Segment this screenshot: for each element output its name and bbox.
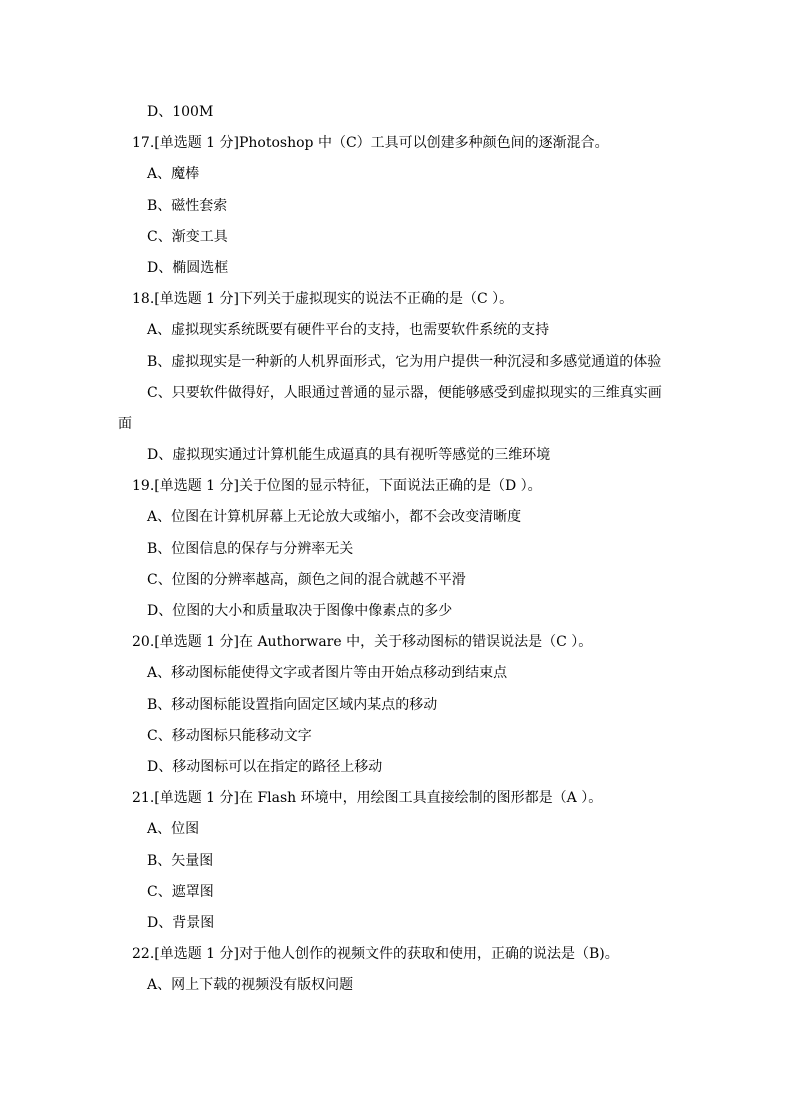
option-text: D、背景图 <box>147 914 215 931</box>
option-text: B、移动图标能设置指向固定区域内某点的移动 <box>147 696 438 713</box>
option-text: C、渐变工具 <box>147 228 228 245</box>
wrapped-text: 面 <box>118 415 132 432</box>
question-text: 17.[单选题 1 分]Photoshop 中（C）工具可以创建多种颜色间的逐渐混合。 <box>132 135 609 152</box>
option-text: A、移动图标能使得文字或者图片等由开始点移动到结束点 <box>147 665 508 682</box>
option-text: B、矢量图 <box>147 852 214 869</box>
option-text: B、位图信息的保存与分辨率无关 <box>147 540 354 557</box>
option-text: C、位图的分辨率越高，颜色之间的混合就越不平滑 <box>147 571 466 588</box>
option-text: A、位图在计算机屏幕上无论放大或缩小，都不会改变清晰度 <box>147 509 522 526</box>
question-text: 22.[单选题 1 分]对于他人创作的视频文件的获取和使用，正确的说法是（B)。 <box>132 946 619 963</box>
option-text: D、移动图标可以在指定的路径上移动 <box>147 758 383 775</box>
option-text: C、遮罩图 <box>147 883 214 900</box>
option-text: D、虚拟现实通过计算机能生成逼真的具有视听等感觉的三维环境 <box>147 447 551 464</box>
option-text: D、100M <box>147 104 214 120</box>
option-text: C、移动图标只能移动文字 <box>147 727 312 744</box>
option-text: A、网上下载的视频没有版权问题 <box>147 977 354 994</box>
option-text: B、磁性套索 <box>147 197 228 214</box>
option-text: D、椭圆选框 <box>147 259 229 276</box>
option-text: B、虚拟现实是一种新的人机界面形式，它为用户提供一种沉浸和多感觉通道的体验 <box>147 353 662 370</box>
question-text: 21.[单选题 1 分]在 Flash 环境中，用绘图工具直接绘制的图形都是（A ）。 <box>132 790 603 807</box>
option-text: D、位图的大小和质量取决于图像中像素点的多少 <box>147 603 453 619</box>
option-text: A、虚拟现实系统既要有硬件平台的支持，也需要软件系统的支持 <box>147 322 550 339</box>
question-text: 18.[单选题 1 分]下列关于虚拟现实的说法不正确的是（C ）。 <box>132 291 514 308</box>
question-text: 20.[单选题 1 分]在 Authorware 中，关于移动图标的错误说法是（C ）。 <box>132 634 593 651</box>
option-text: C、只要软件做得好，人眼通过普通的显示器，便能够感受到虚拟现实的三维真实画 <box>147 384 662 401</box>
question-text: 19.[单选题 1 分]关于位图的显示特征，下面说法正确的是（D ）。 <box>132 478 542 495</box>
option-text: A、位图 <box>147 821 200 838</box>
option-text: A、魔棒 <box>147 166 200 183</box>
document-page <box>0 101 790 1005</box>
